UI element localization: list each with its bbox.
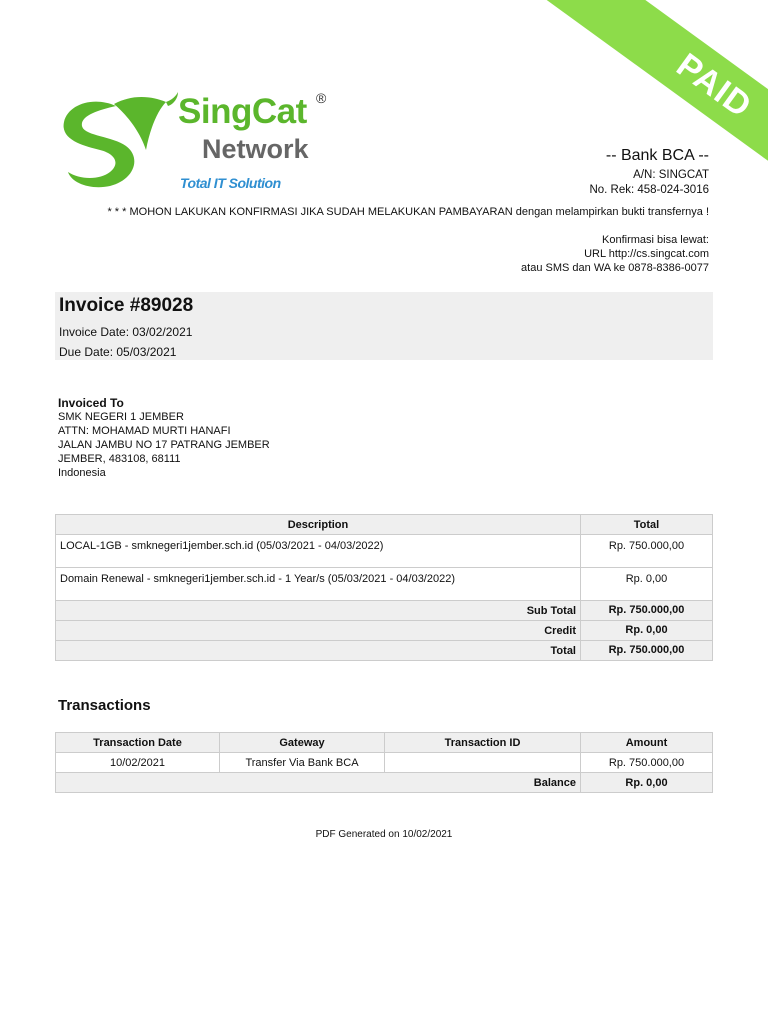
invoice-date: Invoice Date: 03/02/2021 — [59, 325, 193, 339]
transactions-title: Transactions — [58, 697, 151, 714]
table-header-row — [56, 515, 713, 535]
logo-tagline: Total IT Solution — [180, 175, 281, 191]
confirm-line-1: Konfirmasi bisa lewat: — [602, 234, 709, 246]
payment-notice: * * * MOHON LAKUKAN KONFIRMASI JIKA SUDAH MELAKUKAN PAMBAYARAN dengan melampirkan bukti transfernya ! — [107, 206, 709, 218]
invoice-header — [55, 292, 713, 360]
bank-title: -- Bank BCA -- — [605, 147, 709, 164]
due-date: Due Date: 05/03/2021 — [59, 345, 177, 359]
total-value: Rp. 750.000,00 — [581, 641, 713, 661]
company-logo — [54, 92, 344, 202]
transactions-table — [55, 732, 713, 793]
column-header-gateway: Gateway — [220, 733, 385, 753]
address-line: JALAN JAMBU NO 17 PATRANG JEMBER — [58, 439, 270, 451]
logo-subtitle: Network — [202, 134, 309, 164]
transaction-gateway: Transfer Via Bank BCA — [220, 753, 385, 773]
column-header-transaction-id: Transaction ID — [385, 733, 581, 753]
transaction-id — [385, 753, 581, 773]
confirmation-info — [521, 233, 709, 275]
column-header-total: Total — [581, 515, 713, 535]
bank-account-name: A/N: SINGCAT — [633, 169, 709, 181]
invoiced-to-title: Invoiced To — [58, 396, 124, 410]
subtotal-row — [56, 601, 713, 621]
confirm-line-3: atau SMS dan WA ke 0878-8386-0077 — [521, 262, 709, 274]
invoice-items-table — [55, 514, 713, 661]
invoiced-to — [58, 396, 270, 480]
item-description: LOCAL-1GB - smknegeri1jember.sch.id (05/03/2021 - 04/03/2022) — [56, 535, 581, 568]
column-header-amount: Amount — [581, 733, 713, 753]
registered-mark: ® — [316, 90, 327, 106]
confirm-line-2: URL http://cs.singcat.com — [584, 248, 709, 260]
bank-account-number: No. Rek: 458-024-3016 — [589, 184, 709, 196]
transaction-amount: Rp. 750.000,00 — [581, 753, 713, 773]
item-total: Rp. 750.000,00 — [581, 535, 713, 568]
logo-title: SingCat — [178, 92, 307, 131]
subtotal-label: Sub Total — [56, 601, 581, 621]
balance-value: Rp. 0,00 — [581, 773, 713, 793]
credit-label: Credit — [56, 621, 581, 641]
balance-row — [56, 773, 713, 793]
transaction-date: 10/02/2021 — [56, 753, 220, 773]
item-description: Domain Renewal - smknegeri1jember.sch.id - 1 Year/s (05/03/2021 - 04/03/2022) — [56, 568, 581, 601]
table-row — [56, 535, 713, 568]
column-header-description: Description — [56, 515, 581, 535]
paid-label: PAID — [669, 45, 760, 126]
balance-label: Balance — [56, 773, 581, 793]
table-row — [56, 568, 713, 601]
column-header-transaction-date: Transaction Date — [56, 733, 220, 753]
total-label: Total — [56, 641, 581, 661]
address-line: ATTN: MOHAMAD MURTI HANAFI — [58, 425, 231, 437]
table-header-row — [56, 733, 713, 753]
bank-info — [589, 146, 709, 198]
item-total: Rp. 0,00 — [581, 568, 713, 601]
table-row — [56, 753, 713, 773]
credit-value: Rp. 0,00 — [581, 621, 713, 641]
singcat-s-logo-icon — [54, 92, 184, 192]
address-line: SMK NEGERI 1 JEMBER — [58, 411, 184, 423]
address-line: Indonesia — [58, 467, 106, 479]
address-line: JEMBER, 483108, 68111 — [58, 453, 181, 465]
pdf-generated-footer: PDF Generated on 10/02/2021 — [315, 829, 453, 840]
total-row — [56, 641, 713, 661]
invoice-title: Invoice #89028 — [59, 295, 194, 316]
credit-row — [56, 621, 713, 641]
subtotal-value: Rp. 750.000,00 — [581, 601, 713, 621]
